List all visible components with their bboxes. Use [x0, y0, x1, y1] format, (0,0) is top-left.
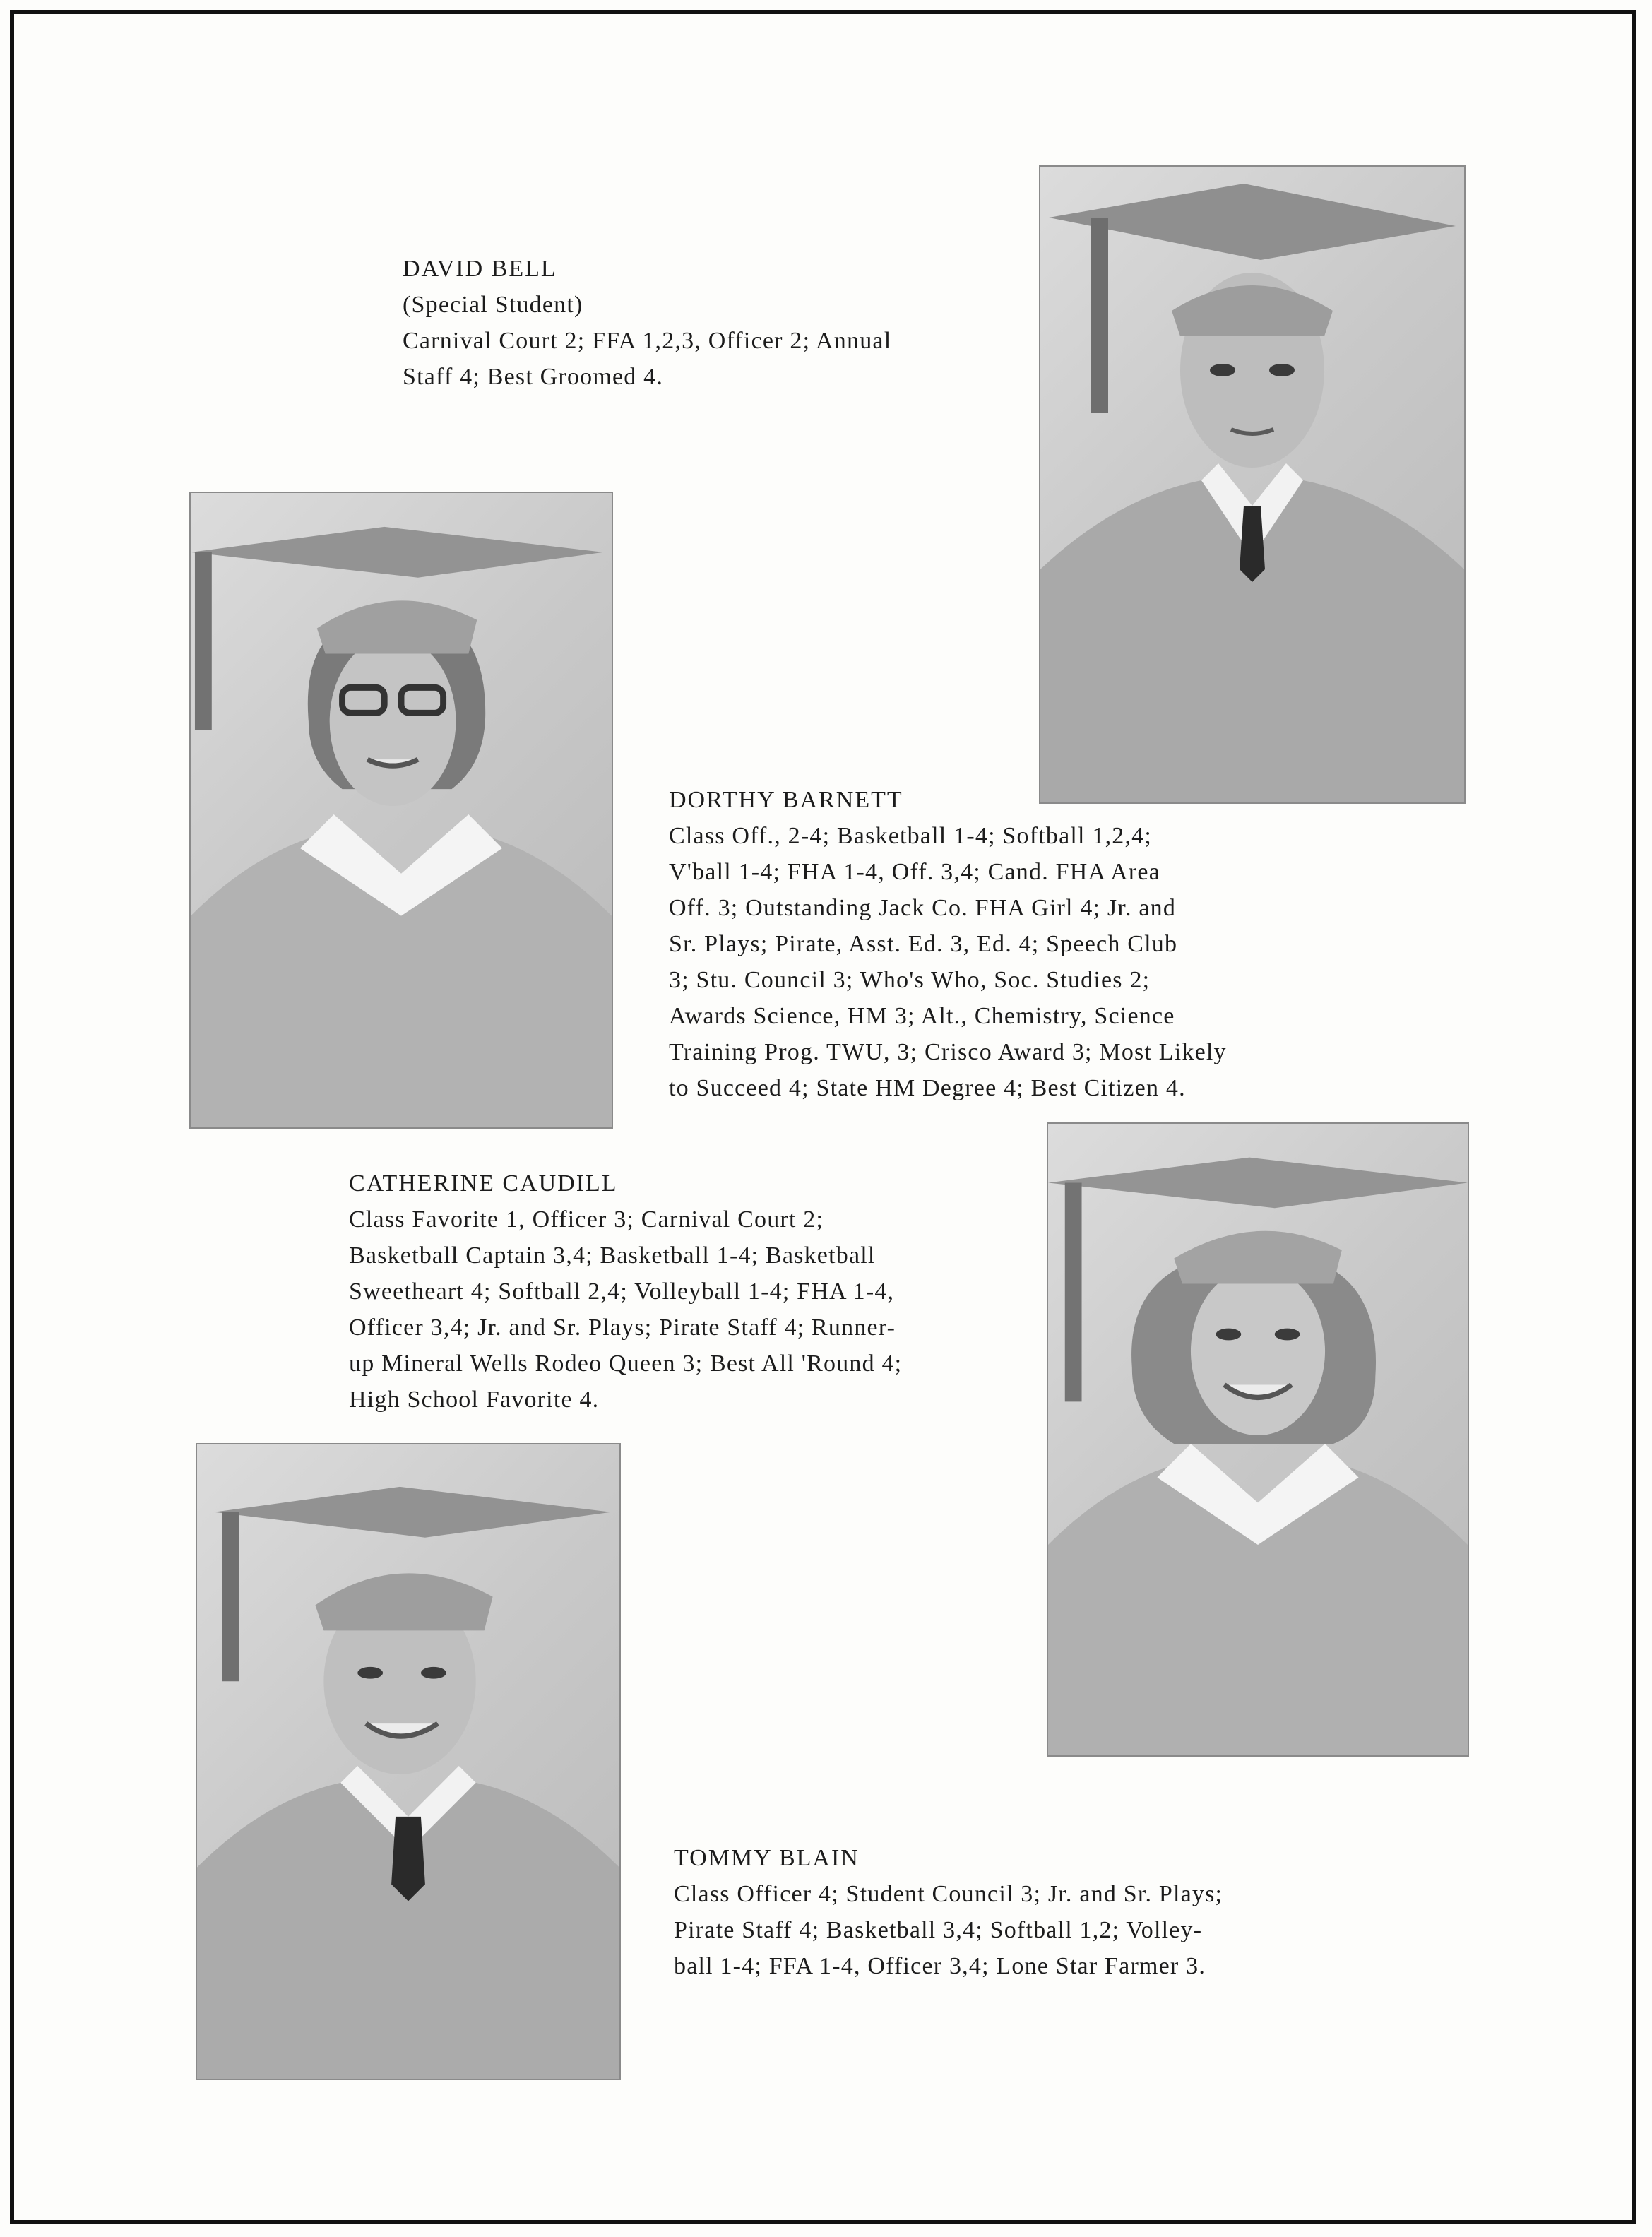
student-bio-tommy-blain: [674, 1840, 1223, 1984]
portrait-photo-tommy-blain: [196, 1443, 621, 2080]
bio-line: Training Prog. TWU, 3; Crisco Award 3; Most Likely: [669, 1039, 1227, 1065]
bio-line: up Mineral Wells Rodeo Queen 3; Best All 'Round 4;: [349, 1351, 903, 1377]
student-name: TOMMY BLAIN: [674, 1845, 860, 1871]
bio-line: Class Favorite 1, Officer 3; Carnival Court 2;: [349, 1206, 824, 1233]
student-name: DORTHY BARNETT: [669, 787, 903, 813]
bio-line: to Succeed 4; State HM Degree 4; Best Citizen 4.: [669, 1075, 1186, 1101]
bio-line: Sr. Plays; Pirate, Asst. Ed. 3, Ed. 4; Speech Club: [669, 931, 1178, 957]
bio-line: Off. 3; Outstanding Jack Co. FHA Girl 4; Jr. and: [669, 895, 1177, 921]
student-name: CATHERINE CAUDILL: [349, 1170, 618, 1197]
bio-line: Basketball Captain 3,4; Basketball 1-4; Basketball: [349, 1242, 876, 1269]
bio-line: Carnival Court 2; FFA 1,2,3, Officer 2; Annual: [403, 328, 892, 354]
bio-line: Class Officer 4; Student Council 3; Jr. and Sr. Plays;: [674, 1881, 1223, 1907]
student-bio-dorthy-barnett: [669, 782, 1227, 1106]
bio-line: 3; Stu. Council 3; Who's Who, Soc. Studies 2;: [669, 967, 1151, 993]
bio-line: (Special Student): [403, 292, 583, 318]
bio-line: ball 1-4; FFA 1-4, Officer 3,4; Lone Star Farmer 3.: [674, 1953, 1206, 1979]
student-bio-catherine-caudill: [349, 1165, 902, 1418]
portrait-photo-dorthy-barnett: [189, 492, 613, 1129]
student-name: DAVID BELL: [403, 256, 557, 282]
student-bio-david-bell: [403, 251, 891, 395]
bio-line: Class Off., 2-4; Basketball 1-4; Softball 1,2,4;: [669, 823, 1153, 849]
portrait-photo-catherine-caudill: [1047, 1122, 1469, 1757]
bio-line: Awards Science, HM 3; Alt., Chemistry, Science: [669, 1003, 1175, 1029]
portrait-photo-david-bell: [1039, 165, 1466, 804]
bio-line: Staff 4; Best Groomed 4.: [403, 364, 664, 390]
bio-line: Pirate Staff 4; Basketball 3,4; Softball 1,2; Volley-: [674, 1917, 1203, 1943]
bio-line: V'ball 1-4; FHA 1-4, Off. 3,4; Cand. FHA Area: [669, 859, 1161, 885]
bio-line: High School Favorite 4.: [349, 1387, 600, 1413]
bio-line: Officer 3,4; Jr. and Sr. Plays; Pirate Staff 4; Runner-: [349, 1315, 896, 1341]
bio-line: Sweetheart 4; Softball 2,4; Volleyball 1-4; FHA 1-4,: [349, 1278, 895, 1305]
